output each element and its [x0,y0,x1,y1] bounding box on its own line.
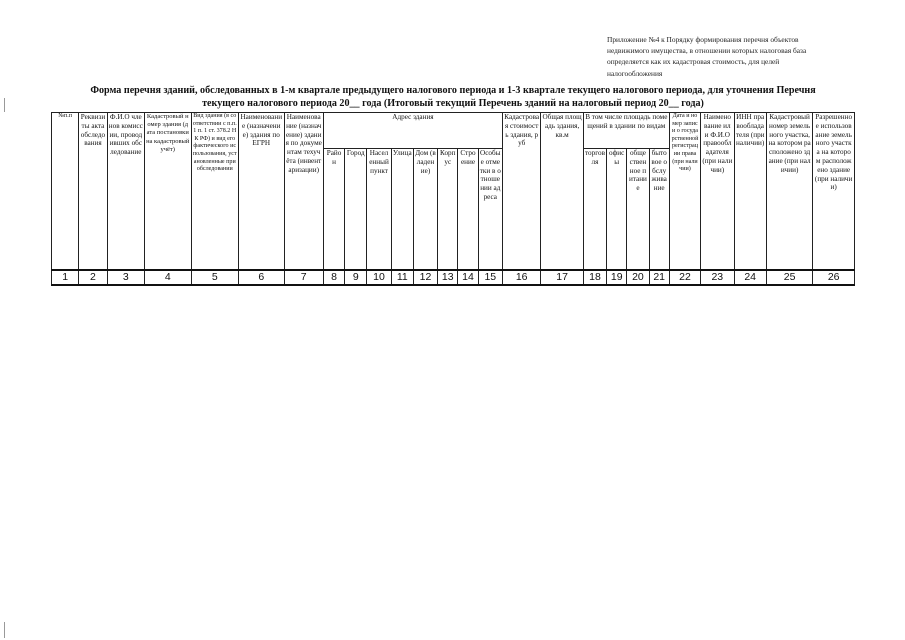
header-offices: офисы [607,149,627,270]
header-row-1 [52,113,855,149]
header-land-cadastral-number: Кадастровый номер земельного участка, на котором расположено здание (при наличии) [766,113,813,270]
header-registration-record: Дата и номер записи о государственной регистрации права (при наличии) [669,113,700,270]
header-name-techaccount: Наименование (назначение) здания по документам техучёта (инвентаризации) [284,113,323,270]
column-number: 26 [813,270,855,285]
header-district: Район [323,149,344,270]
column-number: 20 [627,270,649,285]
header-street: Улица [391,149,413,270]
header-row-number: №п.п [52,113,79,270]
scan-margin-mark [4,98,5,112]
column-number: 17 [541,270,583,285]
appendix-line: недвижимого имущества, в отношении которых налоговая база [607,46,807,56]
column-number: 24 [734,270,766,285]
header-total-area: Общая площадь здания, кв.м [541,113,583,270]
column-number: 2 [79,270,107,285]
column-number: 16 [502,270,540,285]
form-title [40,85,866,110]
header-rightholder-name: Наименование или Ф.И.О правообладателя (при наличии) [701,113,734,270]
column-number: 23 [701,270,734,285]
header-name-egrn: Наименование (назначение) здания по ЕГРН [239,113,285,270]
form-title-line-2: текущего налогового периода 20__ года (Итоговый текущий Перечень зданий на налоговый период 20__ года) [202,97,704,109]
column-number: 11 [391,270,413,285]
column-number: 8 [323,270,344,285]
column-number: 12 [413,270,437,285]
form-title-line-1: Форма перечня зданий, обследованных в 1-м квартале предыдущего налогового периода и 1-3 квартале текущего налогового периода, для уточнения Перечня [90,85,816,96]
column-number-row [52,270,855,285]
appendix-line: налогообложения [607,68,663,78]
header-building-type: Вид здания (в соответствии с п.п.1 п. 1 ст. 378.2 НК РФ) и вид его фактического использования, установленные при обследовании [191,113,239,270]
header-address-group: Адрес здания [323,113,502,149]
column-number: 15 [478,270,502,285]
header-land-permitted-use: Разрешенное использование земельного участка на котором расположено здание (при наличии) [813,113,855,270]
header-retail: торговля [583,149,606,270]
header-structure: Строение [458,149,478,270]
header-city: Город [345,149,367,270]
column-number: 25 [766,270,813,285]
header-catering: общественное питание [627,149,649,270]
appendix-line: Приложение №4 к Порядку формирования перечня объектов [607,35,799,44]
header-house: Дом (владение) [413,149,437,270]
column-number: 21 [649,270,669,285]
column-number: 19 [607,270,627,285]
header-address-notes: Особые отметки в отношении адреса [478,149,502,270]
header-commission-members: Ф.И.О членов комиссии, проводивших обследование [107,113,144,270]
appendix-line: определяется как их кадастровая стоимость, для целей [607,57,780,67]
column-number: 14 [458,270,478,285]
column-number: 5 [191,270,239,285]
scan-margin-mark [4,622,5,638]
header-rightholder-inn: ИНН правообладателя (при наличии) [734,113,766,270]
column-number: 18 [583,270,606,285]
header-cadastral-value: Кадастровая стоимость здания, руб [502,113,540,270]
header-building-block: Корпус [438,149,458,270]
column-number: 13 [438,270,458,285]
column-number: 4 [145,270,192,285]
column-number: 22 [669,270,700,285]
appendix-note [607,34,865,79]
column-number: 10 [367,270,391,285]
header-inspection-act: Реквизиты акта обследования [79,113,107,270]
column-number: 7 [284,270,323,285]
header-cadastral-number: Кадастровый номер здания (дата постановки на кадастровый учёт) [145,113,192,270]
column-number: 3 [107,270,144,285]
header-rooms-group: В том числе площадь помещений в здании по видам [583,113,669,149]
header-consumer-services: бытовое обслуживание [649,149,669,270]
column-number: 6 [239,270,285,285]
column-number: 1 [52,270,79,285]
header-settlement: Населенный пункт [367,149,391,270]
column-number: 9 [345,270,367,285]
buildings-form-table [51,112,855,286]
